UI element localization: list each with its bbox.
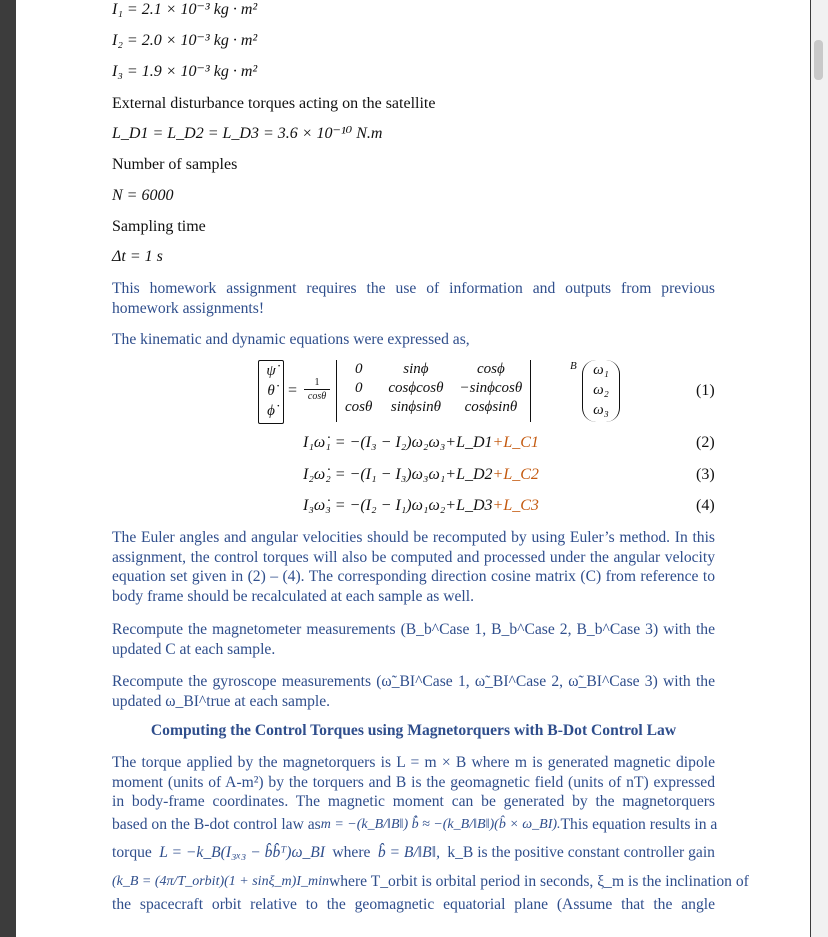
m12: sinϕ <box>403 361 429 377</box>
eq4-body: I₃ω̇₃ = −(I₂ − I₁)ω₁ω₂+L_D3 <box>303 497 493 514</box>
omega-2: ω₂ <box>593 382 609 398</box>
inertia-i2: I₂ = 2.0 × 10⁻³ kg · m² <box>112 32 258 49</box>
inertia-i1: I₁ = 2.1 × 10⁻³ kg · m² <box>112 1 258 18</box>
torque-line-2: moment (units of A-m²) by the torquers and B is the geomagnetic field (units of nT) expressed <box>112 773 715 791</box>
document-page: I₁ = 2.1 × 10⁻³ kg · m² I₂ = 2.0 × 10⁻³ kg · m² I₃ = 1.9 × 10⁻³ kg · m² External disturbance torques acting on the satellite L_D1 = L_D2 = L_D3 = 3.6 × 10⁻¹⁰ N.m Number of samples N = 6000 Sampling time Δt = 1 s This homework assignment requires the use of information and outputs from previous homework assignments! The kinematic and dynamic equations were expressed as, ψ̇ θ̇ ϕ̇ = $\frac{1}{\cos\theta}$ 0 sinϕ cosϕ 0 cosϕcosθ −sinϕcosθ cosθ sinϕsinθ cosϕsinθ B ω₁ ω₂ ω₃ (1) I₁ω̇₁ = −(I₃ − I₂)ω₂ω₃+L_D1+L_C1 (2) I₂ω̇₂ = −(I₁ − I₃)ω₃ω₁+L_D2+L_C2 (3) I₃ω̇₃ = −(I₂ − I₁)ω₁ω₂+L_D3+L_C3 (4) The Euler angles and angular velocities should be recomputed by using Euler’s method. In this assignment, the control torques will also be computed and processed under the angular velocity equation set given in (2) – (4). The corresponding direction cosine matrix (C) from reference to body frame should be recalculated at each sample as well. Recompute the magnetometer measurements (B_b^Case 1, B_b^Case 2, B_b^Case 3) with the updated C at each sample. Recompute the gyroscope measurements (ω̃_BI^Case 1, ω̃_BI^Case 2, ω̃_BI^Case 3) with the updated ω_BI^true at each sample. Computing the Control Torques using Magnetorquers with B-Dot Control Law The torque applied by the magnetorquers is L = m × B where m is generated magnetic dipole moment (units of A-m²) by the torquers and B is the geomagnetic field (units of nT) expressed in body-frame coordinates. The magnetic moment can be generated by the magnetorquers based on the B-dot control law as m = −(k_B/‖B‖) b̂̇ ≈ −(k_B/‖B‖)(b̂ × ω_BI). This equation results in a torque L = −k_B(I₃ₓ₃ − b̂b̂ᵀ)ω_BI where b̂ = B/‖B‖, k_B is the positive constant controller gain (k_B = (4π/T_orbit)(1 + sinξ_m)I_min where T_orbit is orbital period in seconds, ξ_m is the inclination of the spacecraft orbit relative to the geomagnetic equatorial plane (Assume that the angle <box>16 0 810 937</box>
sampling-value: Δt = 1 s <box>112 248 163 265</box>
equation-2 <box>303 434 539 452</box>
eq4-control-torque: +L_C3 <box>492 497 539 514</box>
fraction-numerator: 1 <box>304 376 330 390</box>
equations-intro: The kinematic and dynamic equations were expressed as, <box>112 331 470 348</box>
euler-rate-vector <box>258 360 284 424</box>
torque-line-1: The torque applied by the magnetorquers is L = m × B where m is generated magnetic dipole <box>112 754 715 771</box>
phi-dot: ϕ̇ <box>267 403 275 419</box>
torque-line-4-a: based on the B-dot control law as <box>112 815 321 833</box>
inertia-i3: I₃ = 1.9 × 10⁻³ kg · m² <box>112 63 258 80</box>
torque-line-5 <box>112 843 715 863</box>
samples-label: Number of samples <box>112 156 238 173</box>
unit-b-formula: b̂ = B/‖B‖, <box>377 844 440 862</box>
theta-dot: θ̇ <box>267 383 275 399</box>
disturbance-label: External disturbance torques acting on the satellite <box>112 95 436 112</box>
omega-3: ω₃ <box>593 402 609 418</box>
euler-method-paragraph: The Euler angles and angular velocities should be recomputed by using Euler’s method. In this assignment, the control torques will also be computed and processed under the angular velocity equation set given in (2) – (4). The corresponding direction cosine matrix (C) from reference to body frame should be recalculated at each sample as well. <box>112 529 715 605</box>
sampling-label: Sampling time <box>112 218 206 235</box>
gyroscope-paragraph: Recompute the gyroscope measurements (ω̃_BI^Case 1, ω̃_BI^Case 2, ω̃_BI^Case 3) with the updated ω_BI^true at each sample. <box>112 673 715 710</box>
eq3-control-torque: +L_C2 <box>492 466 539 483</box>
torque-line-6 <box>112 872 749 892</box>
m22: cosϕcosθ <box>388 380 444 396</box>
equation-3 <box>303 466 539 484</box>
torque-line-6-b: where T_orbit is orbital period in seconds, ξ_m is the inclination of <box>329 872 749 890</box>
samples-value: N = 6000 <box>112 187 174 204</box>
torque-paragraph <box>112 753 749 914</box>
m23: −sinϕcosθ <box>459 380 523 396</box>
rotation-matrix <box>336 360 531 422</box>
torque-line-7: the spacecraft orbit relative to the geomagnetic equatorial plane (Assume that the angle <box>112 895 715 913</box>
eq3-number: (3) <box>696 466 715 483</box>
torque-line-4-c: This equation results in a <box>560 815 718 833</box>
m11: 0 <box>354 361 363 377</box>
vertical-scrollbar[interactable] <box>811 0 828 937</box>
m31: cosθ <box>345 399 373 415</box>
torque-line-4 <box>112 815 718 835</box>
scrollbar-thumb[interactable] <box>814 40 823 80</box>
fraction-denominator: cosθ <box>307 391 327 402</box>
eq2-control-torque: +L_C1 <box>492 434 539 451</box>
eq4-number: (4) <box>696 497 715 514</box>
torque-line-5-a: torque <box>112 844 152 862</box>
gain-formula: (k_B = (4π/T_orbit)(1 + sinξ_m)I_min <box>112 873 329 889</box>
disturbance-value: L_D1 = L_D2 = L_D3 = 3.6 × 10⁻¹⁰ N.m <box>112 125 383 142</box>
eq1-number: (1) <box>696 382 715 399</box>
homework-note: This homework assignment requires the use of information and outputs from previous homework assignments! <box>112 280 715 317</box>
body-frame-superscript: B <box>570 360 577 372</box>
eq2-number: (2) <box>696 434 715 451</box>
bdot-law: m = −(k_B/‖B‖) b̂̇ ≈ −(k_B/‖B‖)(b̂ × ω_BI). <box>320 816 561 832</box>
magnetometer-paragraph: Recompute the magnetometer measurements (B_b^Case 1, B_b^Case 2, B_b^Case 3) with the updated C at each sample. <box>112 621 715 658</box>
equation-4 <box>303 497 539 515</box>
torque-line-3: in body-frame coordinates. The magnetic moment can be generated by the magnetorquers <box>112 793 715 811</box>
eq3-body: I₂ω̇₂ = −(I₁ − I₃)ω₃ω₁+L_D2 <box>303 466 493 483</box>
eq2-body: I₁ω̇₁ = −(I₃ − I₂)ω₂ω₃+L_D1 <box>303 434 493 451</box>
torque-line-5-e: k_B is the positive constant controller gain <box>447 844 715 862</box>
m33: cosϕsinθ <box>464 399 518 415</box>
torque-line-5-c: where <box>332 844 371 862</box>
m32: sinϕsinθ <box>390 399 442 415</box>
m21: 0 <box>354 380 363 396</box>
section-heading: Computing the Control Torques using Magnetorquers with B-Dot Control Law <box>150 722 677 739</box>
psi-dot: ψ̇ <box>266 363 276 379</box>
omega-vector <box>582 360 620 422</box>
omega-1: ω₁ <box>593 362 609 378</box>
m13: cosϕ <box>477 361 505 377</box>
torque-formula: L = −k_B(I₃ₓ₃ − b̂b̂ᵀ)ω_BI <box>159 844 325 862</box>
